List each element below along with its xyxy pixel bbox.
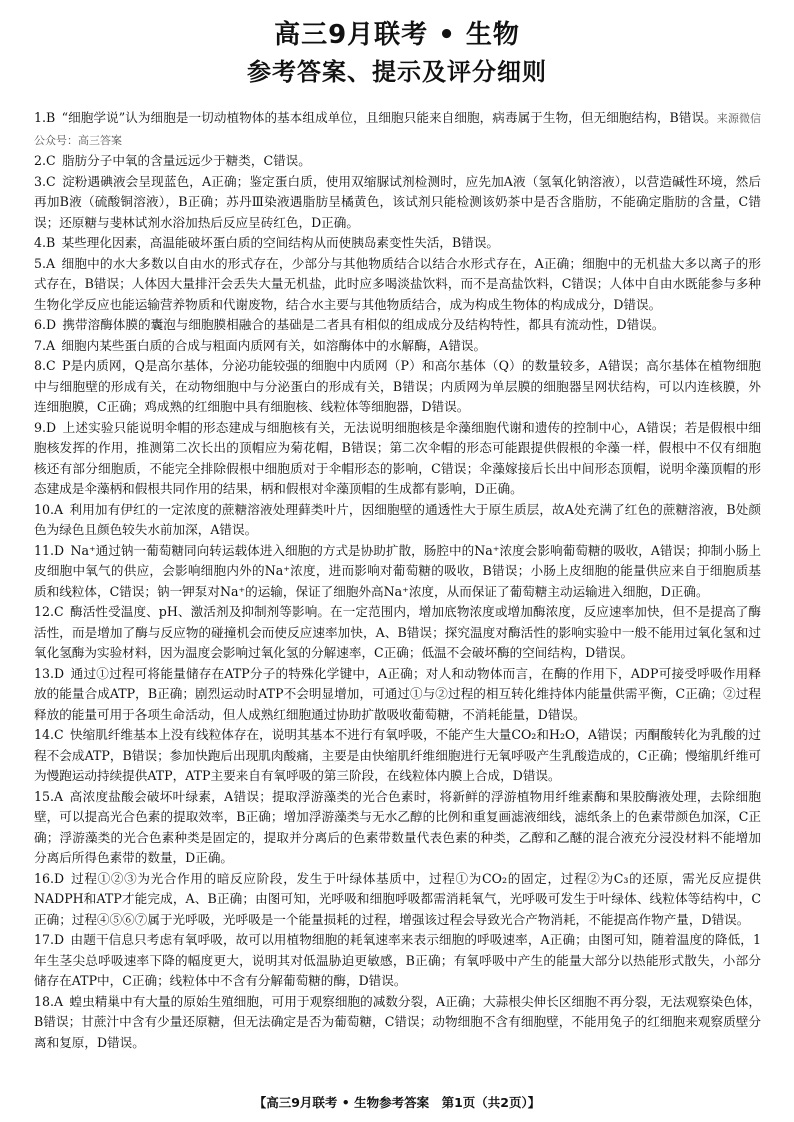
answer-item: [34, 172, 761, 234]
answer-number: 12.C: [34, 604, 64, 619]
answer-explanation: 脂肪分子中氧的含量远远少于糖类，C错误。: [61, 153, 311, 168]
answer-item: [34, 151, 761, 172]
answer-item: [34, 418, 761, 500]
answer-item: [34, 992, 761, 1054]
answer-explanation: 快缩肌纤维基本上没有线粒体存在，说明其基本不进行有氧呼吸，不能产生大量CO₂和H₂O，A错误；丙酮酸转化为乳酸的过程不会成ATP，B错误；参加快跑后出现肌肉酸痛，主要是由快缩肌纤维细胞进行无氧呼吸产生乳酸造成的，C正确；慢缩肌纤维可为慢跑运动持续提供ATP，ATP主要来自有氧呼吸的第三阶段，在线粒体内膜上合成，D错误。: [34, 727, 761, 783]
answer-number: 3.C: [34, 173, 56, 189]
source-note: 来源微信公众号：高三答案: [34, 112, 762, 147]
answer-number: 10.A: [34, 501, 64, 517]
answer-item: [34, 930, 761, 992]
page-footer: 【高三9月联考 • 生物参考答案 第1页（共2页）】: [253, 1095, 541, 1110]
page-subtitle: 参考答案、提示及评分细则: [247, 58, 547, 86]
answer-number: 1.B: [34, 110, 56, 125]
answer-item: [34, 869, 761, 931]
answer-number: 11.D: [34, 542, 65, 558]
answer-explanation: 过程①②③为光合作用的暗反应阶段，发生于叶绿体基质中，过程①为CO₂的固定，过程②为C₃的还原，需光反应提供NADPH和ATP才能完成，A、B正确；由图可知，光呼吸和细胞呼吸都需消耗氧气，光呼吸可发生于叶绿体、线粒体等结构中，C正确；过程④⑤⑥⑦属于光呼吸，光呼吸是一个能量损耗的过程，增强该过程会导致光合产物消耗，不能提高作物产量，D错误。: [34, 870, 761, 927]
answer-number: 17.D: [34, 932, 65, 947]
answer-explanation: 通过①过程可将能量储存在ATP分子的特殊化学键中，A正确；对人和动物体而言，在酶的作用下，ADP可接受呼吸作用释放的能量合成ATP，B正确；剧烈运动时ATP不会明显增加，可通过①与②过程的相互转化维持体内能量供需平衡，C正确；②过程释放的能量可用于各项生命活动，但人成熟红细胞通过协助扩散吸收葡萄糖，不消耗能量，D错误。: [34, 665, 761, 722]
answer-explanation: P是内质网，Q是高尔基体，分泌功能较强的细胞中内质网（P）和高尔基体（Q）的数量较多，A错误；高尔基体在植物细胞中与细胞壁的形成有关，在动物细胞中与分泌蛋白的形成有关，B错误；内质网为单层膜的细胞器呈网状结构，可以内连核膜，外连细胞膜，C正确；鸡成熟的红细胞中具有细胞核、线粒体等细胞器，D错误。: [34, 358, 761, 414]
answer-item: [34, 108, 761, 151]
answer-item: [34, 233, 761, 254]
answer-explanation: 携带溶酶体膜的囊泡与细胞膜相融合的基础是二者具有相似的组成成分及结构特性，都具有流动性，D错误。: [62, 317, 665, 332]
answer-item: [34, 500, 761, 541]
answer-explanation: 上述实验只能说明伞帽的形态建成与细胞核有关，无法说明细胞核是伞藻细胞代谢和遗传的控制中心，A错误；若是假根中细胞核发挥的作用，推测第二次长出的顶帽应为菊花帽，B错误；第二次伞帽的形态可能跟提供假根的伞藻一样，假根中不仅有细胞核还有部分细胞质，不能完全排除假根中细胞质对于伞帽形态的影响，C错误；伞藻嫁接后长出中间形态顶帽，说明伞藻顶帽的形态建成是伞藻柄和假根共同作用的结果，柄和假根对伞藻顶帽的生成都有影响，D正确。: [34, 419, 761, 496]
answer-explanation: 蝗虫精巢中有大量的原始生殖细胞，可用于观察细胞的减数分裂，A正确；大蒜根尖伸长区细胞不再分裂，无法观察染色体，B错误；甘蔗汁中含有少量还原糖，但无法确定是否为葡萄糖，C错误；动物细胞不含有细胞壁，不能用兔子的红细胞来观察质壁分离和复原，D错误。: [34, 993, 761, 1050]
page-title: 高三9月联考 • 生物: [274, 20, 520, 50]
answer-explanation: 利用加有伊红的一定浓度的蔗糖溶液处理藓类叶片，因细胞壁的通透性大于原生质层，故A处充满了红色的蔗糖溶液，B处颜色为绿色且颜色较失水前加深，A错误。: [34, 501, 761, 537]
answer-item: [34, 254, 761, 316]
answer-list: [34, 108, 761, 1053]
answer-item: [34, 356, 761, 418]
answer-number: 7.A: [34, 337, 56, 353]
answer-number: 14.C: [34, 727, 64, 742]
answer-explanation: 细胞中的水大多数以自由水的形式存在，少部分与其他物质结合以结合水形式存在，A正确；细胞中的无机盐大多以离子的形式存在，B错误；人体因大量排汗会丢失大量无机盐，此时应多喝淡盐饮料，而不是高盐饮料，C错误；人体中自由水既能参与多种生物化学反应也能运输营养物质和代谢废物，结合水主要与其他物质结合，成为构成生物体的构成成分，D错误。: [34, 255, 761, 312]
answer-item: [34, 602, 761, 664]
answer-explanation: 高浓度盐酸会破坏叶绿素，A错误；提取浮游藻类的光合色素时，将新鲜的浮游植物用纤维素酶和果胶酶液处理，去除细胞壁，可以提高光合色素的提取效率，B正确；增加浮游藻类与无水乙醇的比例和重复画滤液细线，滤纸条上的色素带颜色加深，C正确；浮游藻类的光合色素种类是固定的，提取并分离后的色素带数量代表色素的种类，乙醇和乙醚的混合液充分浸没材料不能增加分离后所得色素带的数量，D正确。: [34, 788, 761, 865]
answer-number: 4.B: [34, 235, 56, 250]
answer-item: [34, 315, 761, 336]
answer-item: [34, 336, 761, 357]
answer-number: 5.A: [34, 255, 56, 271]
answer-number: 2.C: [34, 153, 56, 168]
answer-number: 8.C: [34, 358, 56, 373]
answer-explanation: Na⁺通过钠一葡萄糖同向转运载体进入细胞的方式是协助扩散，肠腔中的Na⁺浓度会影响葡萄糖的吸收，A错误；抑制小肠上皮细胞中氧气的供应，会影响细胞内外的Na⁺浓度，进而影响对葡萄糖的吸收，B错误；小肠上皮细胞的能量供应来自于细胞质基质和线粒体，C错误；钠一钾泵对Na⁺的运输，保证了细胞外高Na⁺浓度，从而保证了葡萄糖主动运输进入细胞，D正确。: [34, 542, 761, 599]
answer-item: [34, 787, 761, 869]
answer-explanation: 细胞内某些蛋白质的合成与粗面内质网有关，如溶酶体中的水解酶，A错误。: [61, 337, 487, 353]
answer-number: 16.D: [34, 870, 65, 886]
answer-explanation: 酶活性受温度、pH、激活剂及抑制剂等影响。在一定范围内，增加底物浓度或增加酶浓度，反应速率加快，但不是提高了酶活性，而是增加了酶与反应物的碰撞机会而使反应速率加快，A、B错误；探究温度对酶活性的影响实验中一般不能用过氧化氢和过氧化氢酶为实验材料，因为温度会影响过氧化氢的分解速率，C正确；低温不会破坏酶的空间结构，D错误。: [34, 604, 761, 660]
answer-explanation: 某些理化因素，高温能破坏蛋白质的空间结构从而使胰岛素变性失活，B错误。: [61, 235, 500, 250]
answer-item: [34, 725, 761, 787]
answer-number: 6.D: [34, 317, 57, 332]
answer-number: 15.A: [34, 788, 64, 804]
answer-number: 9.D: [34, 419, 57, 435]
answer-number: 13.D: [34, 665, 65, 681]
answer-explanation: 淀粉遇碘液会呈现蓝色，A正确；鉴定蛋白质，使用双缩脲试剂检测时，应先加A液（氢氧化钠溶液），以营造碱性环境，然后再加B液（硫酸铜溶液），B正确；苏丹Ⅲ染液遇脂肪呈橘黄色，该试剂只能检测该奶茶中是否含脂肪，不能确定脂肪的含量，C错误；还原糖与斐林试剂水浴加热后反应呈砖红色，D正确。: [34, 173, 761, 230]
answer-explanation: 由题干信息只考虑有氧呼吸，故可以用植物细胞的耗氧速率来表示细胞的呼吸速率，A正确；由图可知，随着温度的降低，1年生茎尖总呼吸速率下降的幅度更大，说明其对低温胁迫更敏感，B正确；有氧呼吸中产生的能量大部分以热能形式散失，小部分储存在ATP中，C正确；线粒体中不含有分解葡萄糖的酶，D错误。: [34, 932, 761, 988]
answer-item: [34, 541, 761, 603]
answer-number: 18.A: [34, 993, 64, 1009]
answer-item: [34, 664, 761, 726]
answer-explanation: “细胞学说”认为细胞是一切动植物体的基本组成单位，且细胞只能来自细胞，病毒属于生物，但无细胞结构，B错误。: [61, 110, 717, 125]
